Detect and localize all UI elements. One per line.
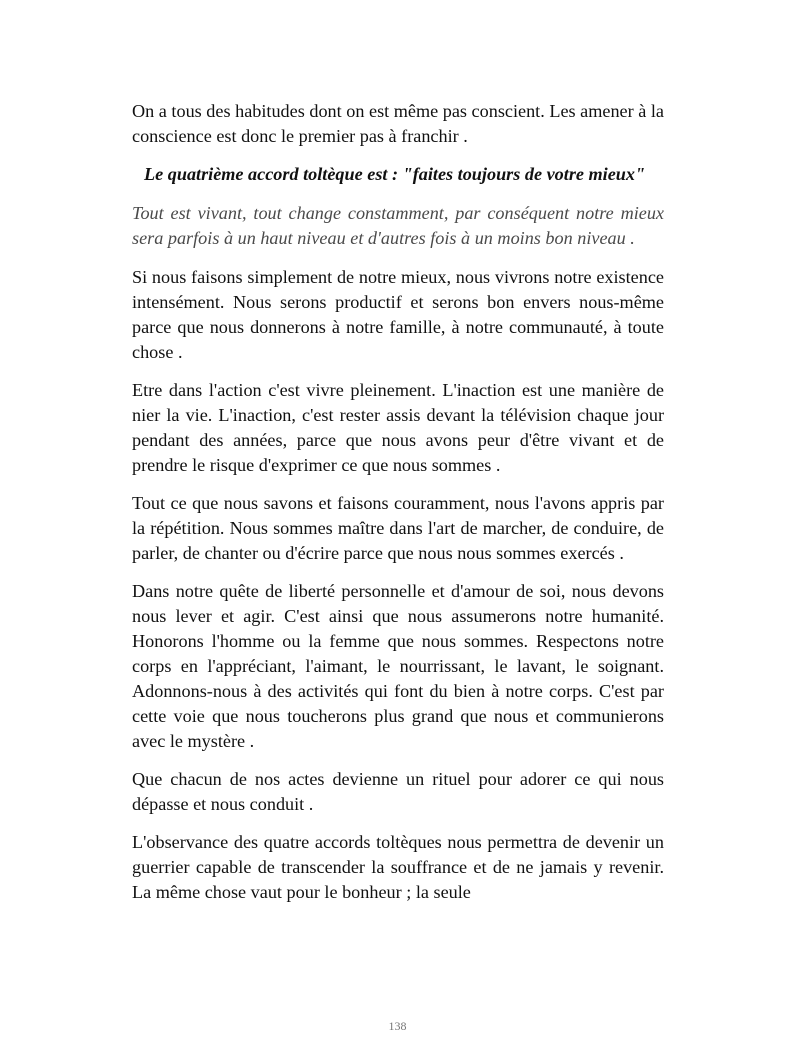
- body-paragraph-5: Que chacun de nos actes devienne un rituel pour adorer ce qui nous dépasse et nous conduit .: [132, 769, 664, 814]
- body-paragraph-3: Tout ce que nous savons et faisons couramment, nous l'avons appris par la répétition. Nous sommes maître dans l'art de marcher, de conduire, de parler, de chanter ou d'écrire parce que nous nous sommes exercés .: [132, 493, 664, 563]
- page-body: [132, 99, 664, 918]
- quote-paragraph: Tout est vivant, tout change constamment, par conséquent notre mieux sera parfois à un haut niveau et d'autres fois à un moins bon niveau .: [132, 203, 664, 248]
- page-number: 138: [388, 1019, 407, 1033]
- intro-paragraph: On a tous des habitudes dont on est même pas conscient. Les amener à la conscience est donc le premier pas à franchir .: [132, 101, 664, 146]
- body-paragraph-1: Si nous faisons simplement de notre mieux, nous vivrons notre existence intensément. Nous serons productif et serons bon envers nous-même parce que nous donnerons à notre famille, à notre communauté, à toute chose .: [132, 267, 664, 362]
- body-paragraph-6: L'observance des quatre accords toltèques nous permettra de devenir un guerrier capable de transcender la souffrance et de ne jamais y revenir. La même chose vaut pour le bonheur ; la seule: [132, 832, 664, 902]
- body-paragraph-2: Etre dans l'action c'est vivre pleinement. L'inaction est une manière de nier la vie. L'inaction, c'est rester assis devant la télévision chaque jour pendant des années, parce que nous avons peur d'être vivant et de prendre le risque d'exprimer ce que nous sommes .: [132, 380, 664, 475]
- section-heading: Le quatrième accord toltèque est : "faites toujours de votre mieux": [144, 164, 646, 184]
- body-paragraph-4: Dans notre quête de liberté personnelle et d'amour de soi, nous devons nous lever et agir. C'est ainsi que nous assumerons notre humanité. Honorons l'homme ou la femme que nous sommes. Respectons notre corps en l'appréciant, l'aimant, le nourrissant, le lavant, le soignant. Adonnons-nous à des activités qui font du bien à notre corps. C'est par cette voie que nous toucherons plus grand que nous et communierons avec le mystère .: [132, 581, 664, 751]
